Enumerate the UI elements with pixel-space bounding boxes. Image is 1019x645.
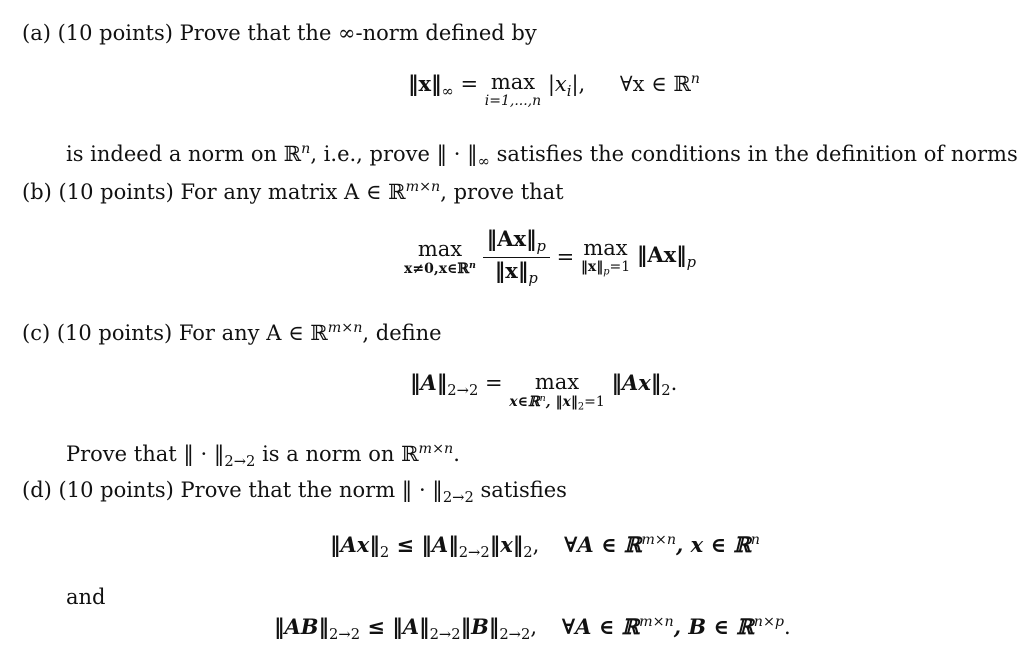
part-c-heading: (c) (10 points) For any A ∈ ℝ$^{m\times n}$, define xyxy=(22,320,442,345)
part-a-tail: is indeed a norm on ℝ$^n$, i.e., prove ‖ · $‖_\infty$ satisfies the conditions in the definition of norms xyxy=(66,141,1018,170)
max-operator: max i=1,...,n xyxy=(484,70,542,109)
part-b-heading: (b) (10 points) For any matrix A ∈ ℝ$^{m\times n}$, prove that xyxy=(22,179,564,204)
max-operator: max x≠0,x∈ℝ$^n$ xyxy=(404,236,476,277)
part-a-label: (a) xyxy=(22,21,51,45)
part-b-points: (10 points) xyxy=(58,179,174,204)
part-c-tail: Prove that ‖ · $‖_{2\to 2}$ is a norm on ℝ$^{m\times n}$. xyxy=(66,441,460,470)
part-a-points: (10 points) xyxy=(57,21,173,45)
part-b-label: (b) xyxy=(22,179,52,204)
part-d-label: (d) xyxy=(22,478,52,502)
part-c-equation: $‖A‖_{2\to 2}$ = max x∈ℝ$^n$, $‖x‖_2=1$ $‖Ax‖_2$. xyxy=(410,370,678,413)
part-d-and: and xyxy=(66,585,106,609)
part-c-label: (c) xyxy=(22,320,51,345)
part-d-equation-1: $‖Ax‖_2$ ≤ $‖A‖_{2\to 2}‖x‖_2$, ∀A ∈ ℝ$^{m\times n}$, x ∈ ℝ$^n$ xyxy=(330,531,760,561)
part-a-equation: $‖x‖_\infty$ = max i=1,...,n $|x_i|$, ∀x ∈ ℝ$^n$ xyxy=(408,70,700,109)
norm-ratio-fraction: $\frac{‖Ax‖_p}{‖x‖_p}$ xyxy=(483,228,550,287)
part-a-intro: Prove that the ∞-norm defined by xyxy=(179,21,537,45)
part-b-equation: max x≠0,x∈ℝ$^n$ $\frac{‖Ax‖_p}{‖x‖_p}$ = max $‖x‖_p=1$ $‖Ax‖_p$ xyxy=(404,226,697,287)
part-c-points: (10 points) xyxy=(56,320,173,345)
max-operator: max x∈ℝ$^n$, $‖x‖_2=1$ xyxy=(509,370,605,413)
part-d-heading: (d) (10 points) Prove that the norm ‖ · $‖_{2\to 2}$ satisfies xyxy=(22,478,567,507)
part-a-heading xyxy=(22,23,537,44)
max-operator: max $‖x‖_p=1$ xyxy=(580,235,631,278)
part-d-points: (10 points) xyxy=(58,478,174,502)
part-d-equation-2: $‖AB‖_{2\to 2}$ ≤ $‖A‖_{2\to 2}‖B‖_{2\to 2}$, ∀A ∈ ℝ$^{m\times n}$, B ∈ ℝ$^{n\times p}$. xyxy=(274,613,791,643)
